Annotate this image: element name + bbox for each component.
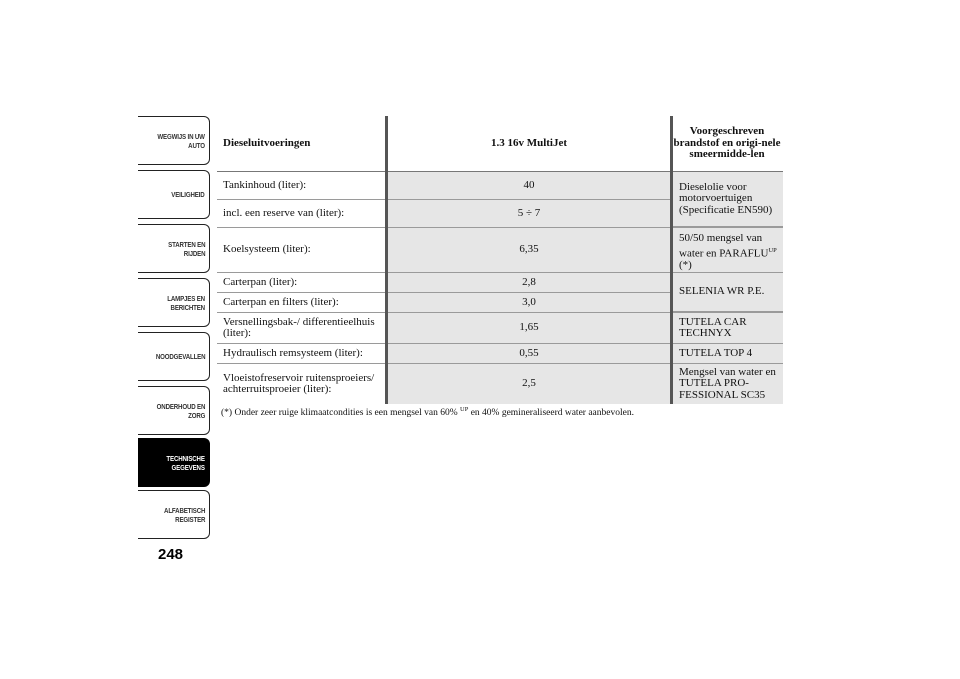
tab-lampjes-berichten[interactable]: [138, 278, 210, 327]
tab-veiligheid[interactable]: [138, 170, 210, 219]
row-value: 3,0: [387, 293, 671, 312]
row-label: Vloeistofreservoir ruitensproeiers/ achterruitsproeier (liter):: [223, 371, 375, 395]
tab-label: TECHNISCHE GEGEVENS: [166, 453, 205, 472]
tab-wegwijs[interactable]: [138, 116, 210, 165]
row-value: 40: [387, 172, 671, 199]
header-engine: 1.3 16v MultiJet: [490, 136, 568, 149]
header-products: Voorgeschreven brandstof en origi-nele smeermidde-len: [673, 125, 781, 161]
row-value: 6,35: [387, 228, 671, 272]
tab-noodgevallen[interactable]: [138, 332, 210, 381]
tab-label: STARTEN EN RIJDEN: [167, 239, 205, 258]
tab-technische-gegevens[interactable]: [138, 438, 210, 487]
footnote-text-end: en 40% gemineraliseerd water aanbevolen.: [468, 408, 634, 419]
column-divider: [670, 116, 673, 404]
row-label: Carterpan en filters (liter):: [223, 295, 339, 308]
row-label: Hydraulisch remsysteem (liter):: [223, 346, 363, 359]
tab-label: ONDERHOUD EN ZORG: [156, 401, 205, 420]
row-label: Koelsysteem (liter):: [223, 243, 311, 256]
footnote-sup: UP: [460, 406, 469, 413]
table-row: [217, 344, 783, 364]
row-value: 2,5: [387, 364, 671, 404]
row-value: 2,8: [387, 273, 671, 292]
tab-alfabetisch-register[interactable]: [138, 490, 210, 539]
row-value: 5 ÷ 7: [387, 200, 671, 227]
table-row: [217, 364, 783, 404]
tab-label: VEILIGHEID: [171, 190, 205, 199]
tab-onderhoud-zorg[interactable]: [138, 386, 210, 435]
table-row: [217, 313, 783, 344]
product-washer-fluid: Mengsel van water en TUTELA PRO-FESSIONAL SC35: [671, 364, 783, 404]
footnote-text: (*) Onder zeer ruige klimaatcondities is een mengsel van 60%: [221, 408, 460, 419]
table-row: [217, 228, 783, 273]
product-engine-oil: SELENIA WR P.E.: [671, 273, 783, 312]
row-label: Carterpan (liter):: [223, 275, 298, 288]
product-brake-fluid: TUTELA TOP 4: [671, 344, 783, 363]
tab-label: ALFABETISCH REGISTER: [163, 505, 205, 524]
row-label: incl. een reserve van (liter):: [223, 206, 345, 219]
coolant-note: (*): [679, 258, 692, 271]
product-gearbox-oil: TUTELA CAR TECHNYX: [671, 313, 783, 343]
footnote: [221, 406, 634, 418]
table-header: [217, 116, 783, 172]
header-versions: Dieseluitvoeringen: [223, 136, 311, 149]
tab-starten-rijden[interactable]: [138, 224, 210, 273]
column-divider: [385, 116, 388, 404]
row-label: Versnellingsbak-/ differentieelhuis (liter):: [223, 315, 375, 339]
tab-label: WEGWIJS IN UW AUTO: [157, 131, 205, 150]
row-value: 1,65: [387, 313, 671, 343]
coolant-text: 50/50 mengsel van water en PARAFLU: [679, 232, 769, 260]
page-number: 248: [158, 546, 184, 563]
row-value: 0,55: [387, 344, 671, 363]
product-diesel: Dieselolie voor motorvoertuigen (Specificatie EN590): [671, 172, 783, 227]
product-coolant: [671, 228, 783, 272]
row-label: Tankinhoud (liter):: [223, 178, 307, 191]
tab-label: NOODGEVALLEN: [155, 352, 205, 361]
coolant-sup: UP: [768, 246, 777, 254]
tab-label: LAMPJES EN BERICHTEN: [167, 293, 205, 312]
